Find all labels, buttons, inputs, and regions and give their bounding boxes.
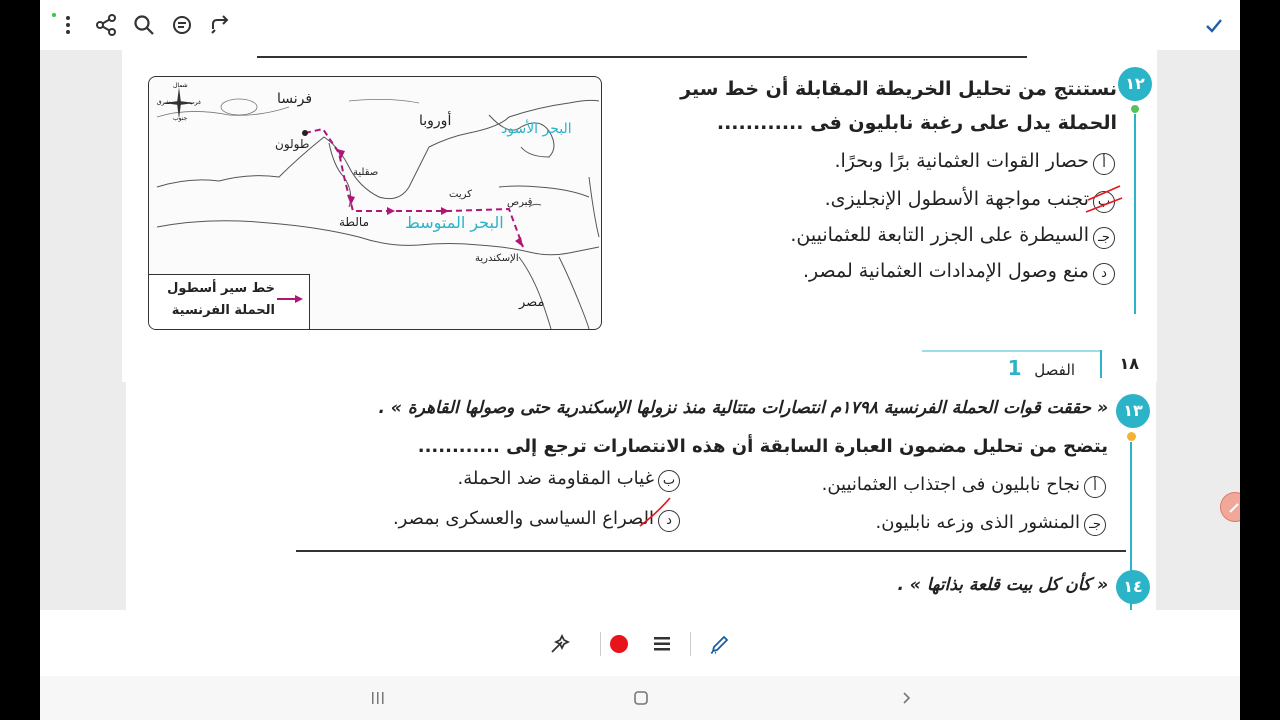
map-label-toulon: طولون — [275, 137, 310, 151]
compass-rose-icon — [157, 82, 202, 122]
recent-apps-icon[interactable] — [370, 690, 386, 706]
divider — [257, 56, 1027, 58]
back-icon[interactable] — [898, 690, 914, 706]
option-text: منع وصول الإمدادات العثمانية لمصر. — [802, 260, 1089, 282]
map-label-malta: مالطة — [339, 215, 370, 229]
quote-text: « كأن كل بيت قلعة بذاتها » . — [897, 575, 1108, 595]
textbook-page-19 — [126, 382, 1156, 610]
question-number-badge: ١٣ — [1116, 394, 1150, 428]
system-navigation-bar — [40, 676, 1240, 720]
question-rule — [1134, 114, 1136, 314]
question-text-line2: الحملة يدل على رغبة نابليون فى ............ — [716, 112, 1117, 134]
option-letter: ب — [658, 470, 680, 492]
divider — [296, 550, 1126, 552]
top-toolbar — [40, 0, 1240, 50]
page-number: ١٨ — [1119, 354, 1139, 373]
legend-line2: الحملة الفرنسية — [171, 303, 275, 318]
map-label-egypt: مصر — [519, 295, 545, 310]
annotation-toolbar — [40, 610, 1240, 676]
compass-north: شمال — [173, 82, 188, 89]
compass-east: شرق — [157, 99, 170, 106]
question-number-badge: ١٢ — [1118, 67, 1152, 101]
option-letter: ب — [1093, 191, 1115, 213]
check-icon[interactable] — [1202, 13, 1226, 37]
map-label-cyprus: قبرص — [507, 197, 533, 208]
option-a[interactable] — [822, 474, 1106, 498]
pencil-icon — [1221, 493, 1240, 521]
share-icon[interactable] — [94, 13, 118, 37]
map-label-sicily: صقلية — [353, 167, 379, 178]
question-number-badge: ١٤ — [1116, 570, 1150, 604]
ink-answer-mark — [1084, 182, 1124, 218]
chapter-label — [1008, 356, 1075, 380]
chapter-label-text: الفصل — [1034, 361, 1075, 379]
option-text: المنشور الذى وزعه نابليون. — [875, 512, 1080, 533]
quote-text: « حققت قوات الحملة الفرنسية ١٧٩٨م انتصارات متتالية منذ نزولها الإسكندرية حتى وصولها القاهرة » . — [378, 398, 1108, 418]
pen-icon[interactable] — [708, 632, 732, 656]
option-text: غياب المقاومة ضد الحملة. — [457, 468, 654, 489]
option-text: حصار القوات العثمانية برًا وبحرًا. — [834, 150, 1089, 172]
map-label-black-sea: البحر الأسود — [501, 121, 572, 137]
redo-icon[interactable] — [208, 13, 232, 37]
map-label-europe: أوروبا — [419, 113, 452, 129]
marker-dot — [1127, 432, 1136, 441]
option-text: الصراع السياسى والعسكرى بمصر. — [392, 508, 654, 529]
option-letter: د — [1093, 263, 1115, 285]
magic-pen-icon[interactable] — [548, 632, 572, 656]
option-d[interactable] — [803, 260, 1115, 285]
option-text: السيطرة على الجزر التابعة للعثمانيين. — [790, 224, 1089, 246]
footer-rule — [922, 350, 1102, 352]
campaign-map — [148, 76, 602, 330]
option-c[interactable] — [876, 512, 1106, 536]
option-b[interactable] — [825, 188, 1115, 213]
footer-rule-vertical — [1100, 350, 1102, 378]
document-viewport[interactable] — [40, 50, 1240, 610]
menu-lines-icon[interactable] — [652, 634, 672, 654]
chapter-number: 1 — [1007, 356, 1022, 380]
option-a[interactable] — [834, 150, 1115, 175]
marker-dot — [1131, 105, 1139, 113]
floating-edit-button[interactable] — [1220, 492, 1240, 522]
comment-icon[interactable] — [170, 13, 194, 37]
option-letter: د — [658, 510, 680, 532]
option-letter: أ — [1084, 476, 1106, 498]
question-text-line1: نستنتج من تحليل الخريطة المقابلة أن خط سير — [680, 78, 1117, 100]
map-legend — [149, 274, 310, 329]
red-dot-color-icon[interactable] — [610, 635, 628, 653]
option-letter: جـ — [1084, 514, 1106, 536]
route-legend-arrow-icon — [275, 293, 305, 305]
compass-south: جنوب — [173, 115, 188, 122]
map-label-mediterranean: البحر المتوسط — [405, 213, 504, 232]
search-icon[interactable] — [132, 13, 156, 37]
ink-answer-mark — [636, 494, 676, 530]
more-vert-icon[interactable] — [56, 13, 80, 37]
home-icon[interactable] — [633, 690, 649, 706]
option-letter: جـ — [1093, 227, 1115, 249]
map-label-crete: كريت — [449, 189, 472, 200]
textbook-page-18 — [122, 50, 1157, 382]
toolbar-separator — [690, 632, 691, 656]
option-text: تجنب مواجهة الأسطول الإنجليزى. — [824, 188, 1089, 210]
map-label-alexandria: الإسكندرية — [475, 253, 519, 264]
option-c[interactable] — [790, 224, 1115, 249]
compass-west: غرب — [189, 99, 202, 106]
question-text: يتضح من تحليل مضمون العبارة السابقة أن هذه الانتصارات ترجع إلى ............ — [417, 436, 1108, 457]
option-b[interactable] — [458, 468, 680, 492]
app-screen — [40, 0, 1240, 720]
map-label-france: فرنسا — [277, 91, 313, 107]
option-letter: أ — [1093, 153, 1115, 175]
toolbar-separator — [600, 632, 601, 656]
option-text: نجاح نابليون فى اجتذاب العثمانيين. — [821, 474, 1080, 495]
legend-line1: خط سير أسطول — [167, 281, 275, 296]
